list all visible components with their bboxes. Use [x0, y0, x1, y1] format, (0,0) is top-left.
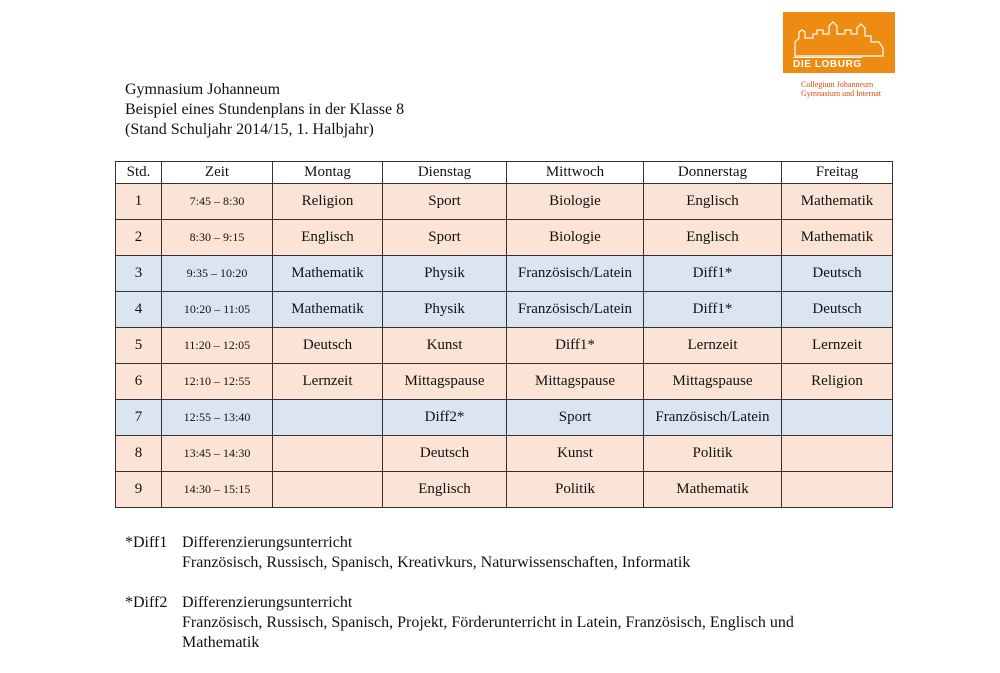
footnote-title: Differenzierungsunterricht [182, 594, 353, 611]
cell-donnerstag: Englisch [644, 220, 782, 256]
cell-mittwoch: Diff1* [507, 328, 644, 364]
footnote-text: Französisch, Russisch, Spanisch, Kreativkurs, Naturwissenschaften, Informatik [182, 554, 691, 571]
loburg-logo [783, 12, 895, 98]
cell-montag: Religion [273, 184, 383, 220]
cell-dienstag: Englisch [383, 472, 507, 508]
header-zeit: Zeit [162, 162, 273, 184]
footnote-key: *Diff1 [125, 534, 168, 551]
cell-zeit: 11:20 – 12:05 [162, 328, 273, 364]
cell-zeit: 8:30 – 9:15 [162, 220, 273, 256]
cell-donnerstag: Mathematik [644, 472, 782, 508]
cell-mittwoch: Sport [507, 400, 644, 436]
cell-dienstag: Physik [383, 292, 507, 328]
header-mittwoch: Mittwoch [507, 162, 644, 184]
table-row [116, 472, 893, 508]
header-donnerstag: Donnerstag [644, 162, 782, 184]
cell-donnerstag: Diff1* [644, 256, 782, 292]
footnote-key: *Diff2 [125, 594, 168, 611]
cell-mittwoch: Französisch/Latein [507, 256, 644, 292]
table-row [116, 292, 893, 328]
cell-freitag: Religion [782, 364, 893, 400]
school-name: Gymnasium Johanneum [125, 81, 281, 98]
table-row [116, 220, 893, 256]
logo-name: DIE LOBURG [793, 59, 862, 70]
cell-zeit: 14:30 – 15:15 [162, 472, 273, 508]
cell-zeit: 9:35 – 10:20 [162, 256, 273, 292]
cell-std: 1 [116, 184, 162, 220]
footnote-diff2 [125, 593, 862, 653]
table-row [116, 328, 893, 364]
document-header [125, 80, 404, 140]
header-std: Std. [116, 162, 162, 184]
cell-freitag [782, 436, 893, 472]
footnote-title: Differenzierungsunterricht [182, 534, 353, 551]
table-row [116, 184, 893, 220]
cell-montag: Mathematik [273, 292, 383, 328]
cell-dienstag: Diff2* [383, 400, 507, 436]
document-title: Beispiel eines Stundenplans in der Klasse 8 [125, 101, 405, 118]
cell-donnerstag: Mittagspause [644, 364, 782, 400]
cell-std: 7 [116, 400, 162, 436]
cell-freitag: Mathematik [782, 184, 893, 220]
cell-std: 3 [116, 256, 162, 292]
cell-freitag: Deutsch [782, 256, 893, 292]
timetable-header-row [116, 162, 893, 184]
cell-std: 5 [116, 328, 162, 364]
cell-montag [273, 436, 383, 472]
cell-freitag: Mathematik [782, 220, 893, 256]
document-subtitle: (Stand Schuljahr 2014/15, 1. Halbjahr) [125, 121, 374, 138]
cell-dienstag: Deutsch [383, 436, 507, 472]
cell-donnerstag: Diff1* [644, 292, 782, 328]
logo-subtitle [801, 80, 881, 98]
cell-std: 6 [116, 364, 162, 400]
cell-zeit: 7:45 – 8:30 [162, 184, 273, 220]
cell-freitag: Deutsch [782, 292, 893, 328]
cell-donnerstag: Französisch/Latein [644, 400, 782, 436]
cell-std: 2 [116, 220, 162, 256]
cell-montag: Mathematik [273, 256, 383, 292]
footnote-diff1 [125, 533, 862, 573]
cell-mittwoch: Französisch/Latein [507, 292, 644, 328]
timetable-body [116, 184, 893, 508]
cell-zeit: 10:20 – 11:05 [162, 292, 273, 328]
table-row [116, 256, 893, 292]
cell-freitag [782, 472, 893, 508]
logo-subtitle-line1: Collegium Johanneum [801, 80, 874, 89]
cell-dienstag: Mittagspause [383, 364, 507, 400]
cell-mittwoch: Kunst [507, 436, 644, 472]
header-dienstag: Dienstag [383, 162, 507, 184]
cell-dienstag: Sport [383, 220, 507, 256]
cell-dienstag: Physik [383, 256, 507, 292]
cell-montag: Lernzeit [273, 364, 383, 400]
logo-box [783, 12, 895, 73]
cell-donnerstag: Lernzeit [644, 328, 782, 364]
cell-dienstag: Sport [383, 184, 507, 220]
cell-donnerstag: Politik [644, 436, 782, 472]
cell-zeit: 12:10 – 12:55 [162, 364, 273, 400]
cell-std: 8 [116, 436, 162, 472]
header-freitag: Freitag [782, 162, 893, 184]
footnote-text: Französisch, Russisch, Spanisch, Projekt, Förderunterricht in Latein, Französisch, Englisch und Mathematik [182, 614, 794, 651]
cell-donnerstag: Englisch [644, 184, 782, 220]
logo-subtitle-line2: Gymnasium und Internat [801, 89, 881, 98]
footnotes [125, 533, 862, 673]
cell-zeit: 12:55 – 13:40 [162, 400, 273, 436]
cell-montag [273, 472, 383, 508]
table-row [116, 436, 893, 472]
cell-freitag [782, 400, 893, 436]
cell-dienstag: Kunst [383, 328, 507, 364]
cell-std: 9 [116, 472, 162, 508]
cell-zeit: 13:45 – 14:30 [162, 436, 273, 472]
cell-montag: Englisch [273, 220, 383, 256]
cell-mittwoch: Biologie [507, 220, 644, 256]
table-row [116, 400, 893, 436]
cell-montag [273, 400, 383, 436]
timetable [115, 161, 893, 508]
cell-mittwoch: Politik [507, 472, 644, 508]
cell-mittwoch: Biologie [507, 184, 644, 220]
header-montag: Montag [273, 162, 383, 184]
cell-mittwoch: Mittagspause [507, 364, 644, 400]
cell-freitag: Lernzeit [782, 328, 893, 364]
table-row [116, 364, 893, 400]
cell-std: 4 [116, 292, 162, 328]
cell-montag: Deutsch [273, 328, 383, 364]
